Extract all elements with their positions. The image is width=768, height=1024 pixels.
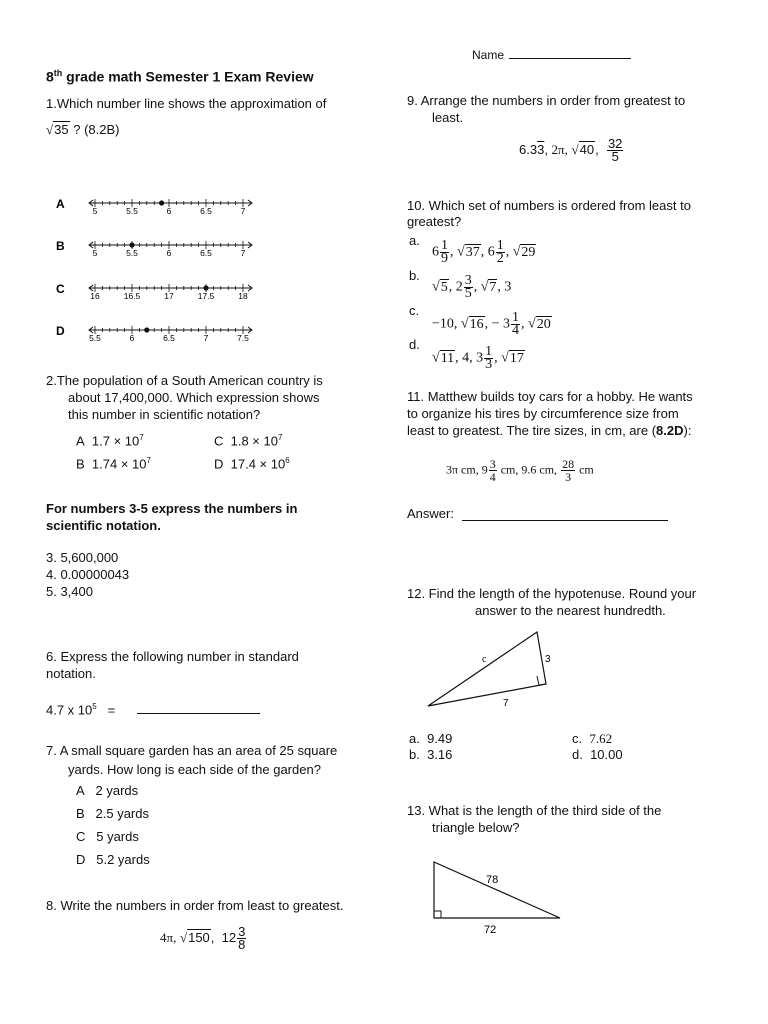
name-label: Name [472,48,505,62]
q7-option-a[interactable]: A 2 yards [76,783,139,798]
q2-option-a[interactable]: A $1.7 \times 10^7$ [76,433,144,449]
q9-text-2: least. [432,110,464,125]
q7-text-1: 7. A small square garden has an area of 25 square [46,743,338,758]
q8-text: 8. Write the numbers in order from least to greatest. [46,898,344,913]
q7-option-b[interactable]: B 2.5 yards [76,806,149,821]
q10-option-c-letter[interactable]: c. [409,303,420,318]
q13-text-1: 13. What is the length of the third side of the [407,803,662,818]
q6-answer-blank[interactable] [137,713,260,714]
q12-option-a[interactable]: a. 9.49 [409,731,453,746]
q12-option-b[interactable]: b. 3.16 [409,747,453,762]
q13-label-72: 72 [484,924,497,936]
number-line-c[interactable] [56,282,252,301]
number-line-tick-label: 17 [164,291,174,301]
q9-numbers: 6.33, 2π, √40, $\frac{32}{5}$ [519,136,623,164]
number-line-letter: A [56,197,65,211]
q11-answer-blank[interactable] [462,520,668,521]
q5-item: 5. 3,400 [46,584,93,599]
q12-option-d[interactable]: d. 10.00 [572,747,623,762]
q11-tire-sizes: 3π cm, 9 $\frac{3}{4}$ cm, 9.6 cm, $\frac{28}{3}$ cm [446,457,594,484]
q10-option-a-letter[interactable]: a. [409,233,420,248]
q2-text-2: about 17,400,000. Which expression shows [68,390,320,405]
number-line-point [144,327,149,332]
number-line-tick-label: 5.5 [89,333,101,343]
q10-option-b[interactable]: √5, 2 $\frac{3}{5}$ , √7, 3 [432,273,512,301]
number-line-point [129,242,134,247]
number-line-tick-label: 6 [129,333,135,343]
number-line-tick-label: 5 [92,206,98,216]
number-line-tick-label: 16 [90,291,100,301]
number-line-tick-label: 7 [203,333,209,343]
number-line-tick-label: 17.5 [197,291,215,301]
q10-text-2: greatest? [407,214,462,229]
number-line-letter: D [56,324,65,338]
q7-option-c[interactable]: C 5 yards [76,829,139,844]
number-line-tick-label: 16.5 [123,291,141,301]
number-line-tick-label: 6 [166,248,172,258]
q12-option-c[interactable]: c. 7.62 [572,731,613,746]
number-line-tick-label: 6 [166,206,172,216]
q2-option-d[interactable]: D $17.4 \times 10^6$ [214,456,290,472]
name-field[interactable] [472,47,631,63]
q2-option-c[interactable]: C $1.8 \times 10^7$ [214,433,283,449]
number-line-point [159,200,164,205]
number-line-tick-label: 6.5 [200,206,212,216]
q13-label-78: 78 [486,874,499,886]
number-line-tick-label: 7 [240,248,246,258]
q9-text-1: 9. Arrange the numbers in order from greatest to [407,93,686,108]
q10-option-a[interactable]: 6 $\frac{1}{9}$ , √37, 6 $\frac{1}{2}$ , √29 [432,238,536,266]
q12-triangle [420,624,560,714]
number-line-tick-label: 5.5 [126,206,138,216]
q11-text-2: to organize his tires by circumference size from [407,406,679,421]
number-line-a[interactable] [56,197,252,216]
q7-text-2: yards. How long is each side of the garden? [68,762,321,777]
q1-number-lines [50,190,260,350]
number-line-tick-label: 5.5 [126,248,138,258]
q3-5-heading-2: scientific notation. [46,518,161,533]
q1-radical: √35 ? (8.2B) [46,122,120,137]
number-line-tick-label: 6.5 [163,333,175,343]
q10-text-1: 10. Which set of numbers is ordered from least to [407,198,691,213]
q11-text-1: 11. Matthew builds toy cars for a hobby. He wants [407,389,693,404]
q12-label-3: 3 [545,654,551,665]
q13-text-2: triangle below? [432,820,520,835]
q3-item: 3. 5,600,000 [46,550,119,565]
q2-text-3: this number in scientific notation? [68,407,261,422]
number-line-d[interactable] [56,324,252,343]
q10-option-c[interactable]: −10, √16, − 3 $\frac{1}{4}$ , √20 [432,310,551,338]
number-line-tick-label: 18 [238,291,248,301]
q11-answer-label: Answer: [407,506,454,521]
q6-text-2: notation. [46,666,96,681]
q4-item: 4. 0.00000043 [46,567,130,582]
number-line-tick-label: 6.5 [200,248,212,258]
q12-label-7: 7 [503,698,509,709]
q12-text-1: 12. Find the length of the hypotenuse. Round your [407,586,697,601]
q12-label-c: c [482,654,487,665]
q11-text-3: least to greatest. The tire sizes, in cm, are (8.2D): [407,423,692,438]
q2-option-b[interactable]: B $1.74 \times 10^7$ [76,456,151,472]
q2-text-1: 2.The population of a South American country is [46,373,323,388]
number-line-tick-label: 7.5 [237,333,249,343]
q13-triangle [428,856,568,940]
number-line-tick-label: 5 [92,248,98,258]
number-line-point [203,285,208,290]
q10-option-d-letter[interactable]: d. [409,337,420,352]
number-line-tick-label: 7 [240,206,246,216]
q7-option-d[interactable]: D 5.2 yards [76,852,150,867]
q10-option-d[interactable]: √11, 4, 3 $\frac{1}{3}$ , √17 [432,344,524,372]
name-blank[interactable] [509,58,631,59]
number-line-b[interactable] [56,239,252,258]
number-line-letter: C [56,282,65,296]
q6-text-1: 6. Express the following number in standard [46,649,299,664]
q6-expression: 4.7 x $10^5$ = [46,702,116,718]
q12-text-2: answer to the nearest hundredth. [475,603,666,618]
page-title: 8th grade math Semester 1 Exam Review [46,68,314,85]
q8-numbers: 4π, √150, 12 $\frac{3}{8}$ [160,924,246,952]
number-line-letter: B [56,239,65,253]
q3-5-heading-1: For numbers 3-5 express the numbers in [46,501,298,516]
q1-text: 1.Which number line shows the approximation of [46,96,327,111]
q10-option-b-letter[interactable]: b. [409,268,420,283]
